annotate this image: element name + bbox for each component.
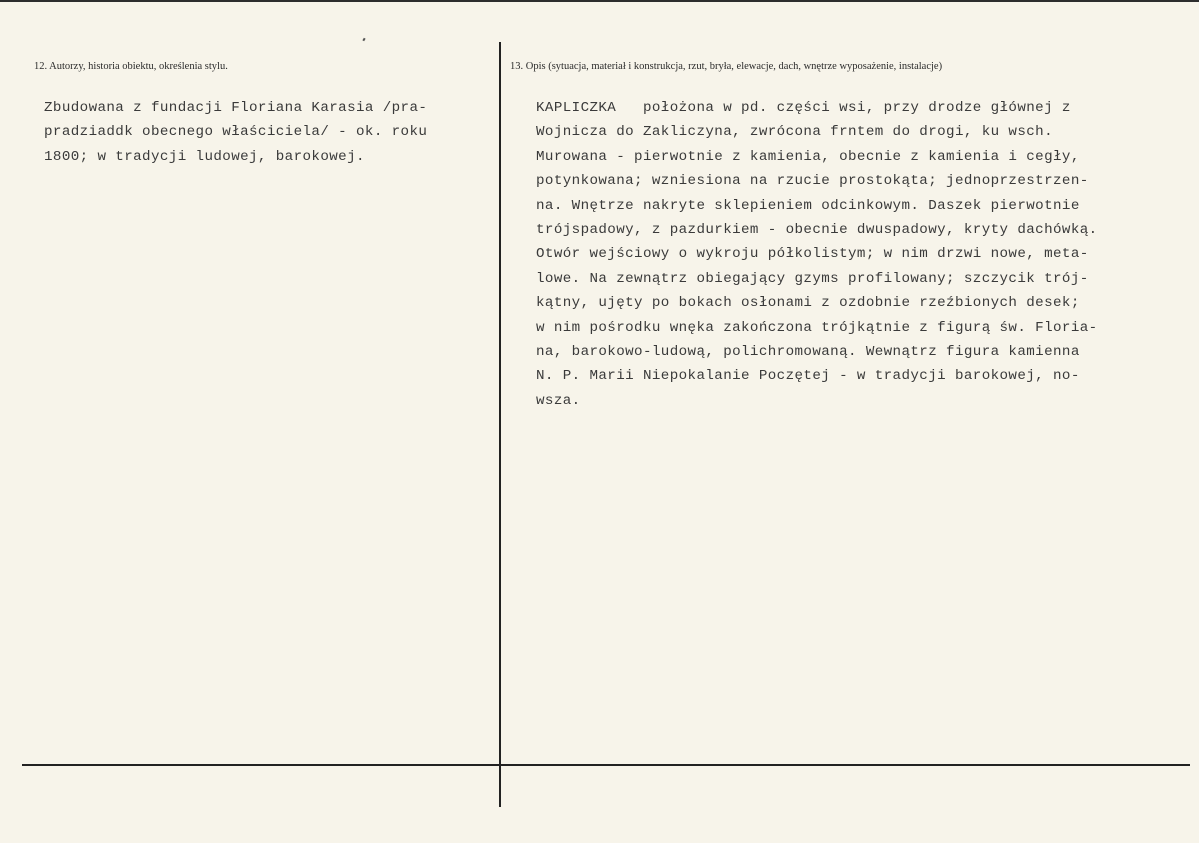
section-13-line: wsza. [536, 392, 581, 409]
section-12-label: 12. Autorzy, historia obiektu, określenia stylu. [34, 61, 228, 72]
column-divider [499, 42, 501, 807]
section-12-line: Zbudowana z fundacji Floriana Karasia /pra- [44, 100, 428, 116]
section-13-line: kątny, ujęty po bokach osłonami z ozdobnie rzeźbionych desek; [536, 295, 1080, 312]
section-13-line: w nim pośrodku wnęka zakończona trójkątnie z figurą św. Floria- [536, 319, 1098, 336]
section-13-line: KAPLICZKA położona w pd. części wsi, przy drodze głównej z [536, 100, 1071, 116]
section-13-line: Wojnicza do Zakliczyna, zwrócona frntem do drogi, ku wsch. [536, 124, 1054, 141]
bottom-rule [22, 764, 1190, 766]
section-13-line: Otwór wejściowy o wykroju półkolistym; w nim drzwi nowe, meta- [536, 246, 1089, 263]
section-13-label: 13. Opis (sytuacja, materiał i konstrukcja, rzut, bryła, elewacje, dach, wnętrze wyposażenie, instalacje) [510, 61, 943, 72]
section-13-line: lowe. Na zewnątrz obiegający gzyms profilowany; szczycik trój- [536, 270, 1089, 287]
section-13-text [536, 96, 1186, 413]
section-13-line: potynkowana; wzniesiona na rzucie prostokąta; jednoprzestrzen- [536, 173, 1089, 190]
section-12-text [44, 96, 494, 169]
section-13-line: N. P. Marii Niepokalanie Poczętej - w tradycji barokowej, no- [536, 368, 1080, 385]
section-12-line: pradziaddk obecnego właściciela/ - ok. roku [44, 124, 428, 141]
top-border [0, 0, 1199, 2]
section-13-line: Murowana - pierwotnie z kamienia, obecnie z kamienia i cegły, [536, 148, 1080, 165]
section-13-line: na, barokowo-ludową, polichromowaną. Wewnątrz figura kamienna [536, 344, 1080, 361]
section-13-line: na. Wnętrze nakryte sklepieniem odcinkowym. Daszek pierwotnie [536, 197, 1080, 214]
section-12-line: 1800; w tradycji ludowej, barokowej. [44, 148, 365, 165]
ink-speck [362, 38, 365, 42]
section-13-line: trójspadowy, z pazdurkiem - obecnie dwuspadowy, kryty dachówką. [536, 222, 1098, 239]
